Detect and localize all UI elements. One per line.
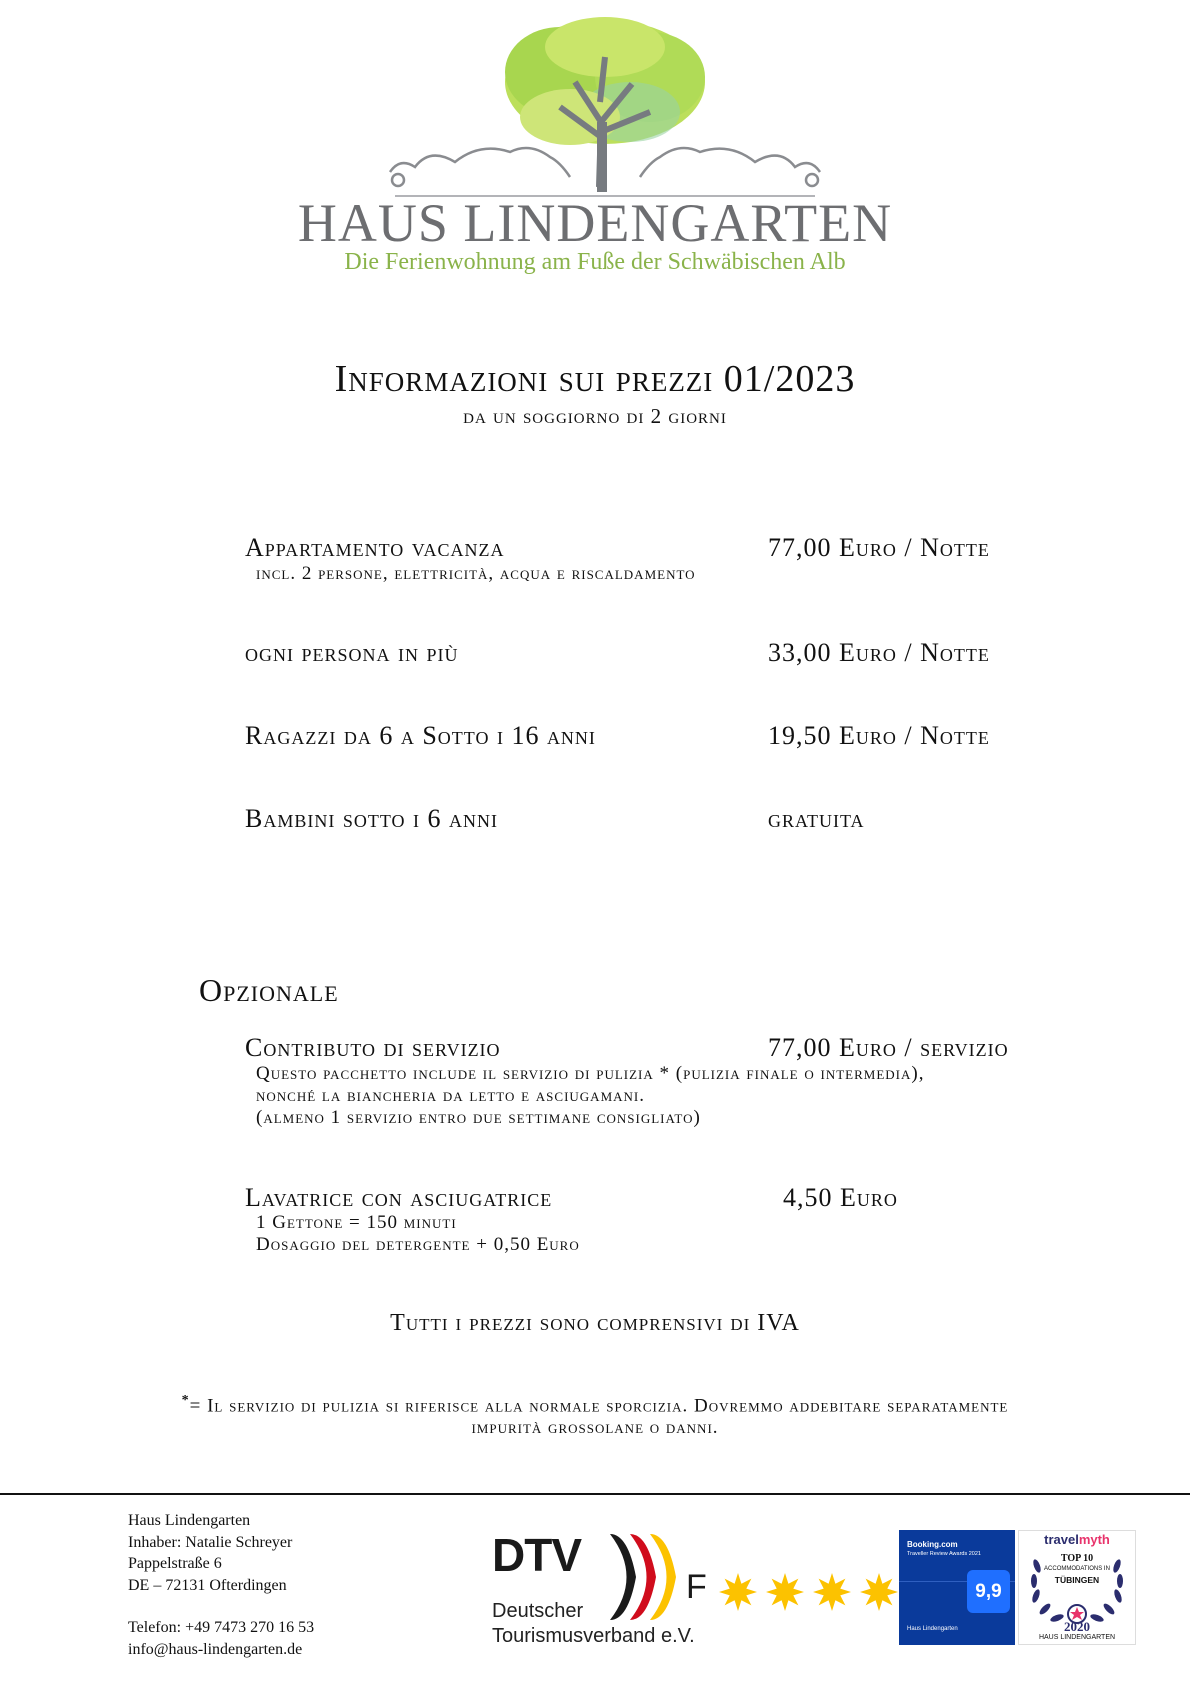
star-rating (718, 1572, 906, 1617)
price-value: gratuita (768, 804, 865, 833)
price-note: incl. 2 persone, elettricità, acqua e riscaldamento (256, 563, 696, 584)
star-icon (812, 1572, 852, 1612)
travelmyth-award-badge: travelmyth TOP 10 ACCOMMODATIONS IN TÜBINGEN 2020 HAUS LINDENGARTEN (1018, 1530, 1136, 1645)
tree-logo (370, 12, 840, 202)
booking-award-badge: Booking.com Traveller Review Awards 2021 9,9 Haus Lindengarten (899, 1530, 1015, 1645)
service-line: Questo pacchetto include il servizio di pulizia * (pulizia finale o intermedia), (256, 1063, 925, 1084)
footnote-line-1: *= Il servizio di pulizia si riferisce alla normale sporcizia. Dovremmo addebitare separatamente (181, 1393, 1009, 1417)
laundry-price: 4,50 Euro (783, 1183, 898, 1212)
price-label: Ragazzi da 6 a Sotto i 16 anni (245, 721, 596, 750)
footer-address: Haus Lindengarten Inhaber: Natalie Schreyer Pappelstraße 6 DE – 72131 Ofterdingen Telefon: +49 7473 270 16 53 info@haus-lindengarten.de (128, 1510, 314, 1660)
laundry-label: Lavatrice con asciugatrice (245, 1183, 553, 1212)
star-icon (718, 1572, 758, 1612)
email-link[interactable]: info@haus-lindengarten.de (128, 1640, 303, 1658)
price-value: 33,00 Euro / Notte (768, 638, 990, 667)
footnote-marker: * (181, 1393, 190, 1408)
vat-note: Tutti i prezzi sono comprensivi di IVA (390, 1310, 800, 1336)
star-icon (765, 1572, 805, 1612)
page-subtitle: da un soggiorno di 2 giorni (463, 404, 727, 428)
footer-divider (0, 1493, 1190, 1495)
laundry-line: Dosaggio del detergente + 0,50 Euro (256, 1234, 580, 1255)
brand-title: HAUS LINDENGARTEN (297, 193, 893, 253)
brand-subtitle: Die Ferienwohnung am Fuße der Schwäbischen Alb (344, 249, 846, 275)
phone: Telefon: +49 7473 270 16 53 (128, 1619, 315, 1636)
score-badge: 9,9 (967, 1570, 1010, 1613)
price-label: Appartamento vacanza (245, 533, 505, 562)
price-value: 19,50 Euro / Notte (768, 721, 990, 750)
price-value: 77,00 Euro / Notte (768, 533, 990, 562)
service-line: nonché la biancheria da letto e asciugamani. (256, 1085, 645, 1106)
german-flag-swoosh-icon (608, 1532, 688, 1622)
service-price: 77,00 Euro / servizio (768, 1033, 1009, 1062)
price-label: Bambini sotto i 6 anni (245, 804, 498, 833)
page-title: Informazioni sui prezzi 01/2023 (334, 358, 856, 400)
price-label: ogni persona in più (245, 638, 459, 667)
category-letter: F (686, 1568, 707, 1606)
service-line: (almeno 1 servizio entro due settimane consigliato) (256, 1107, 701, 1128)
laundry-line: 1 Gettone = 150 minuti (256, 1212, 457, 1233)
footnote-line-2: impurità grossolane o danni. (471, 1417, 719, 1438)
star-icon (859, 1572, 899, 1612)
service-label: Contributo di servizio (245, 1033, 501, 1062)
optional-heading: Opzionale (199, 972, 339, 1008)
